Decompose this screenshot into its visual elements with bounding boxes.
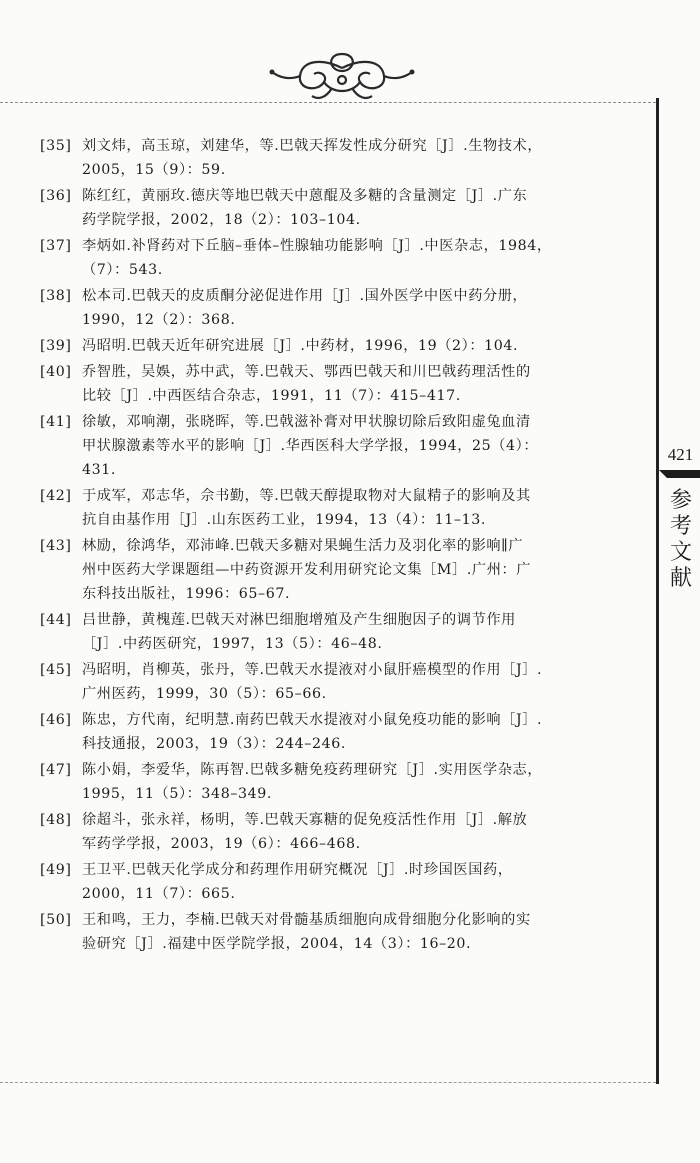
reference-item xyxy=(40,858,620,906)
reference-item xyxy=(40,658,620,706)
reference-line: 松本司.巴戟天的皮质酮分泌促进作用［J］.国外医学中医中药分册， xyxy=(82,288,528,304)
reference-item xyxy=(40,360,620,408)
reference-text xyxy=(82,534,620,606)
section-title xyxy=(666,488,696,592)
reference-text xyxy=(82,184,620,232)
reference-text xyxy=(82,234,620,282)
reference-line: ［J］.中药医研究，1997，13（5）：46–48. xyxy=(82,636,383,652)
reference-item xyxy=(40,410,620,482)
reference-text xyxy=(82,134,620,182)
reference-line: 军药学学报，2003，19（6）：466–468. xyxy=(82,836,361,852)
reference-text xyxy=(82,808,620,856)
section-title-char: 献 xyxy=(669,566,692,591)
reference-number: [47] xyxy=(40,762,72,778)
reference-line: 陈忠，方代南，纪明慧.南药巴戟天水提液对小鼠免疫功能的影响［J］. xyxy=(82,712,543,728)
reference-line: 广州医药，1999，30（5）：65–66. xyxy=(82,686,327,702)
reference-number: [41] xyxy=(40,414,72,430)
reference-line: 徐敏，邓响潮，张晓晖，等.巴戟滋补膏对甲状腺切除后致阳虚兔血清 xyxy=(82,414,531,430)
reference-item xyxy=(40,184,620,232)
reference-line: 冯昭明.巴戟天近年研究进展［J］.中药材，1996，19（2）：104. xyxy=(82,338,519,354)
reference-item xyxy=(40,284,620,332)
reference-line: 验研究［J］.福建中医学院学报，2004，14（3）：16–20. xyxy=(82,936,472,952)
reference-text xyxy=(82,334,620,358)
reference-line: 1995，11（5）：348–349. xyxy=(82,786,272,802)
reference-item xyxy=(40,808,620,856)
reference-number: [50] xyxy=(40,912,72,928)
reference-line: 刘文炜，高玉琼，刘建华，等.巴戟天挥发性成分研究［J］.生物技术， xyxy=(82,138,543,154)
reference-line: （7）：543. xyxy=(82,262,163,278)
reference-line: 抗自由基作用［J］.山东医药工业，1994，13（4）：11–13. xyxy=(82,512,486,528)
reference-text xyxy=(82,708,620,756)
reference-line: 2005，15（9）：59. xyxy=(82,162,226,178)
page-number: 421 xyxy=(667,445,694,464)
reference-text xyxy=(82,658,620,706)
reference-item xyxy=(40,908,620,956)
reference-text xyxy=(82,758,620,806)
section-title-char: 文 xyxy=(669,540,692,565)
top-rule xyxy=(0,102,656,103)
reference-text xyxy=(82,410,620,482)
reference-line: 吕世静，黄槐莲.巴戟天对淋巴细胞增殖及产生细胞因子的调节作用 xyxy=(82,612,516,628)
reference-text xyxy=(82,484,620,532)
reference-item xyxy=(40,234,620,282)
reference-item xyxy=(40,758,620,806)
reference-number: [43] xyxy=(40,538,72,554)
reference-number: [45] xyxy=(40,662,72,678)
reference-number: [48] xyxy=(40,812,72,828)
reference-text xyxy=(82,858,620,906)
reference-line: 药学院学报，2002，18（2）：103–104. xyxy=(82,212,361,228)
reference-number: [35] xyxy=(40,138,72,154)
reference-item xyxy=(40,334,620,358)
reference-line: 陈红红，黄丽玫.德庆等地巴戟天中蒽醌及多糖的含量测定［J］.广东 xyxy=(82,188,528,204)
section-marker-icon xyxy=(659,470,700,478)
reference-line: 比较［J］.中西医结合杂志，1991，11（7）：415–417. xyxy=(82,388,461,404)
reference-line: 王和鸣，王力，李楠.巴戟天对骨髓基质细胞向成骨细胞分化影响的实 xyxy=(82,912,531,928)
reference-number: [39] xyxy=(40,338,72,354)
reference-line: 王卫平.巴戟天化学成分和药理作用研究概况［J］.时珍国医国药， xyxy=(82,862,513,878)
side-margin-line xyxy=(656,98,659,1084)
reference-line: 李炳如.补肾药对下丘脑–垂体–性腺轴功能影响［J］.中医杂志，1984， xyxy=(82,238,552,254)
reference-number: [46] xyxy=(40,712,72,728)
reference-line: 州中医药大学课题组—中药资源开发利用研究论文集［M］.广州：广 xyxy=(82,562,532,578)
section-title-char: 考 xyxy=(669,514,692,539)
reference-line: 东科技出版社，1996：65–67. xyxy=(82,586,291,602)
reference-number: [37] xyxy=(40,238,72,254)
reference-line: 甲状腺激素等水平的影响［J］.华西医科大学学报，1994，25（4）： xyxy=(82,438,539,454)
reference-item xyxy=(40,484,620,532)
bottom-rule xyxy=(0,1082,656,1083)
reference-line: 乔智胜，吴娛，苏中武，等.巴戟天、鄂西巴戟天和川巴戟药理活性的 xyxy=(82,364,531,380)
reference-line: 林励，徐鸿华，邓沛峰.巴戟天多糖对果蝇生活力及羽化率的影响∥广 xyxy=(82,538,524,554)
reference-text xyxy=(82,360,620,408)
reference-item xyxy=(40,534,620,606)
reference-line: 2000，11（7）：665. xyxy=(82,886,236,902)
ornament-icon xyxy=(262,48,422,106)
reference-text xyxy=(82,908,620,956)
reference-item xyxy=(40,608,620,656)
reference-line: 1990，12（2）：368. xyxy=(82,312,236,328)
reference-line: 于成军，邓志华，佘书勤，等.巴戟天醇提取物对大鼠精子的影响及其 xyxy=(82,488,531,504)
reference-line: 陈小娟，李爱华，陈再智.巴戟多糖免疫药理研究［J］.实用医学杂志， xyxy=(82,762,543,778)
reference-line: 431. xyxy=(82,462,116,478)
reference-number: [38] xyxy=(40,288,72,304)
reference-number: [42] xyxy=(40,488,72,504)
reference-item xyxy=(40,708,620,756)
section-title-char: 参 xyxy=(669,488,692,513)
reference-text xyxy=(82,608,620,656)
reference-number: [36] xyxy=(40,188,72,204)
reference-list xyxy=(40,134,620,958)
reference-text xyxy=(82,284,620,332)
reference-line: 徐超斗，张永祥，杨明，等.巴戟天寡糖的促免疫活性作用［J］.解放 xyxy=(82,812,528,828)
reference-line: 冯昭明，肖柳英，张丹，等.巴戟天水提液对小鼠肝癌模型的作用［J］. xyxy=(82,662,543,678)
reference-line: 科技通报，2003，19（3）：244–246. xyxy=(82,736,346,752)
reference-number: [44] xyxy=(40,612,72,628)
reference-number: [49] xyxy=(40,862,72,878)
reference-number: [40] xyxy=(40,364,72,380)
reference-item xyxy=(40,134,620,182)
